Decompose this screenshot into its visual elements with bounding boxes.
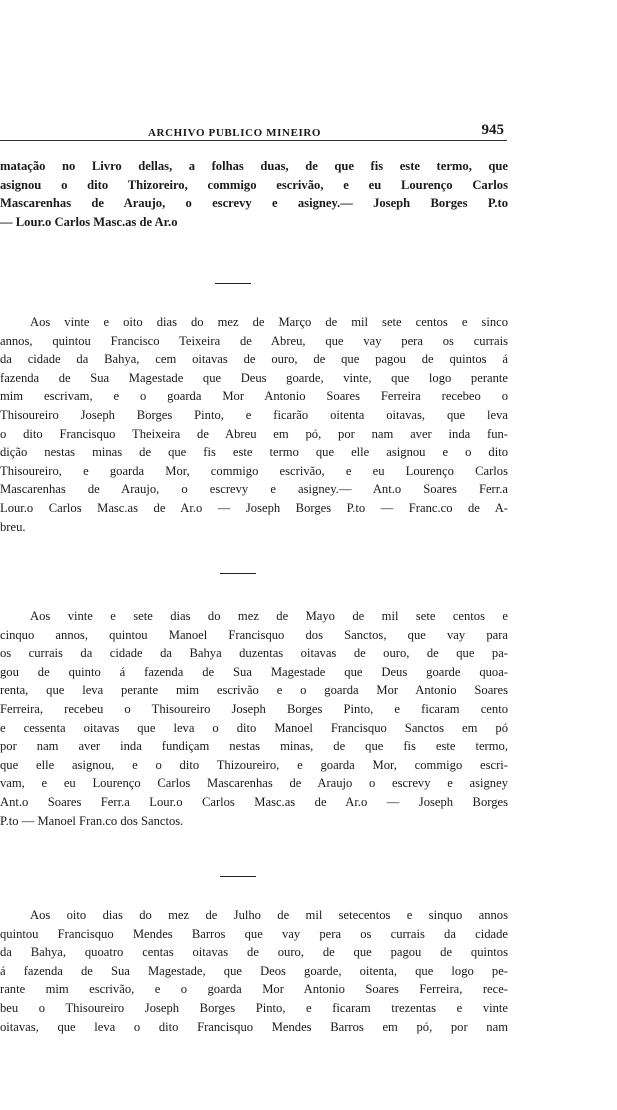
text-line: matação no Livro dellas, a folhas duas, de que fis este termo, que — [0, 159, 508, 173]
text-line: e cessenta oitavas que leva o dito Manoel Francisquo Sanctos em pó — [0, 720, 508, 735]
section-divider — [215, 283, 251, 284]
text-line: por nam aver inda fundiçam nestas minas, de que fis este termo, — [0, 739, 508, 754]
paragraph-2 — [0, 313, 508, 536]
text-line: breu. — [0, 519, 26, 534]
text-line: da cidade da Bahya, cem oitavas de ouro, de que pagou de quintos á — [0, 352, 508, 367]
paragraph-3 — [0, 607, 508, 830]
text-line: annos, quintou Francisco Teixeira de Abreu, que vay pera os currais — [0, 333, 508, 348]
running-title: ARCHIVO PUBLICO MINEIRO — [148, 127, 322, 139]
text-line: beu o Thisoureiro Joseph Borges Pinto, e ficaram trezentas e vinte — [0, 1000, 508, 1015]
text-line: cinquo annos, quintou Manoel Francisquo dos Sanctos, que vay para — [0, 627, 508, 642]
section-divider — [220, 573, 256, 574]
paragraph-1 — [0, 157, 508, 231]
text-line: Ant.o Soares Ferr.a Lour.o Carlos Masc.as de Ar.o — Joseph Borges — [0, 794, 508, 809]
text-line: Aos vinte e oito dias do mez de Março de mil sete centos e sinco — [30, 315, 508, 329]
text-line: dição nestas minas de que fis este termo que elle asignou e o dito — [0, 445, 508, 460]
text-line: que elle asignou, e o dito Thizoureiro, e goarda Mor, commigo escri- — [0, 757, 508, 772]
text-line: — Lour.o Carlos Masc.as de Ar.o — [0, 214, 178, 229]
text-line: vam, e eu Lourenço Carlos Mascarenhas de Araujo o escrevy e asigney — [0, 776, 508, 791]
page-header — [0, 118, 510, 142]
text-line: os currais da cidade da Bahya duzentas oitavas de ouro, de que pa- — [0, 646, 508, 661]
text-line: P.to — Manoel Fran.co dos Sanctos. — [0, 813, 184, 828]
header-rule — [0, 140, 507, 141]
text-line: Aos vinte e sete dias do mez de Mayo de mil sete centos e — [30, 609, 508, 623]
text-line: renta, que leva perante mim escrivão e o goarda Mor Antonio Soares — [0, 683, 508, 698]
text-line: Aos oito dias do mez de Julho de mil setecentos e sinquo annos — [30, 908, 508, 922]
text-line: mim escrivam, e o goarda Mor Antonio Soares Ferreira recebeo o — [0, 389, 508, 404]
section-divider — [220, 876, 256, 877]
text-line: Mascarenhas de Araujo, o escrevy e asigney.— Joseph Borges P.to — [0, 196, 508, 211]
text-line: rante mim escrivão, e o goarda Mor Antonio Soares Ferreira, rece- — [0, 982, 508, 997]
text-line: á fazenda de Sua Magestade, que Deos goarde, oitenta, que logo pe- — [0, 963, 508, 978]
text-line: Thisoureiro, e goarda Mor, commigo escrivão, e eu Lourenço Carlos — [0, 463, 508, 478]
text-line: Mascarenhas de Araujo, o escrevy e asigney.— Ant.o Soares Ferr.a — [0, 482, 508, 497]
text-line: asignou o dito Thizoreiro, commigo escrivão, e eu Lourenço Carlos — [0, 177, 508, 192]
text-line: fazenda de Sua Magestade que Deus goarde, vinte, que logo perante — [0, 370, 508, 385]
text-line: gou de quinto á fazenda de Sua Magestade que Deus goarde quoa- — [0, 664, 508, 679]
text-line: quintou Francisquo Mendes Barros que vay pera os currais da cidade — [0, 926, 508, 941]
text-line: da Bahya, quoatro centas oitavas de ouro, de que pagou de quintos — [0, 945, 508, 960]
paragraph-4 — [0, 906, 508, 1036]
page-number: 945 — [481, 122, 504, 138]
text-line: oitavas, que leva o dito Francisquo Mendes Barros em pó, por nam — [0, 1019, 508, 1034]
text-line: o dito Francisquo Theixeira de Abreu em pó, por nam aver inda fun- — [0, 426, 508, 441]
text-line: Lour.o Carlos Masc.as de Ar.o — Joseph Borges P.to — Franc.co de A- — [0, 500, 508, 515]
text-line: Thisoureiro Joseph Borges Pinto, e ficarão oitenta oitavas, que leva — [0, 407, 508, 422]
text-line: Ferreira, recebeu o Thisoureiro Joseph Borges Pinto, e ficaram cento — [0, 701, 508, 716]
